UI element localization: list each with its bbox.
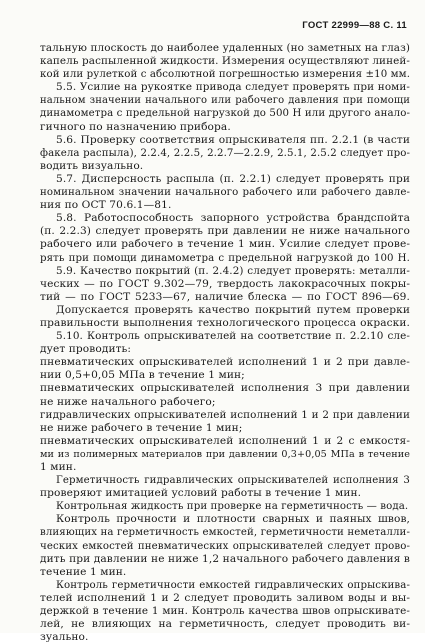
text-line: номинальном значении начального рабочего или рабочего давле- bbox=[40, 187, 410, 199]
text-line: гидравлических опрыскивателей исполнений 1 и 2 при давлении bbox=[40, 408, 410, 421]
text-line: держкой в течение 1 мин. Контроль качества швов опрыскивате- bbox=[40, 605, 410, 618]
text-line: капель распыленной жидкости. Измерения осуществляют линей- bbox=[40, 55, 410, 68]
text-line: нальном значении начального или рабочего давления при помощи bbox=[40, 95, 410, 107]
text-line: не ниже рабочего в течение 1 мин; bbox=[40, 421, 243, 434]
text-line: влияющих на герметичность емкостей, герметичности неметалли- bbox=[40, 527, 410, 539]
text-line: ния по ОСТ 70.6.1—81. bbox=[40, 199, 172, 212]
text-line: Контрольная жидкость при проверке на герметичность — вода. bbox=[56, 501, 409, 513]
text-line: гичного по назначению прибора. bbox=[40, 120, 231, 133]
text-line: Контроль герметичности емкостей гидравлических опрыскива- bbox=[56, 579, 410, 591]
text-line: нии 0,5+0,05 МПа в течение 1 мин; bbox=[40, 369, 245, 382]
text-line: дить при давлении не ниже 1,2 начального рабочего давления в bbox=[40, 552, 410, 565]
text-line: 5.7. Дисперсность распыла (п. 2.2.1) следует проверять при bbox=[56, 172, 410, 185]
text-line: ческих емкостей пневматических опрыскивателей следует прово- bbox=[40, 540, 410, 552]
text-line: пневматических опрыскивателей исполнений 1 и 2 с емкостя- bbox=[40, 434, 410, 447]
text-line: рабочего или рабочего в течение 1 мин. Усилие следует прове- bbox=[40, 238, 410, 251]
text-line: лей, не влияющих на герметичность, следует проводить ви- bbox=[40, 618, 410, 631]
text-line: ми из полимерных материалов при давлении 0,3+0,05 МПа в течение bbox=[40, 448, 410, 460]
text-line: Допускается проверять качество покрытий путем проверки bbox=[56, 303, 410, 316]
text-line: 5.6. Проверку соответствия опрыскивателя пп. 2.2.1 (в части bbox=[56, 133, 410, 146]
text-line: тальную плоскость до наиболее удаленных (но заметных на глаз) bbox=[40, 42, 410, 54]
text-line: факела распыла), 2.2.4, 2.2.5, 2.2.7—2.2.9, 2.5.1, 2.5.2 следует про- bbox=[40, 147, 410, 159]
text-line: Герметичность гидравлических опрыскивателей исполнения 3 bbox=[56, 475, 410, 487]
text-line: проверяют имитацией условий работы в течение 1 мин. bbox=[40, 487, 362, 500]
text-line: динамометра с предельной нагрузкой до 500 Н или другого анало- bbox=[40, 108, 410, 120]
text-line: дует проводить: bbox=[40, 343, 132, 356]
text-line: правильности выполнения технологического процесса окраски. bbox=[40, 316, 410, 329]
text-line: течение 1 мин. bbox=[40, 565, 127, 578]
text-line: тий — по ГОСТ 5233—67, наличие блеска — по ГОСТ 896—69. bbox=[40, 290, 410, 303]
text-line: ческих — по ГОСТ 9.302—79, твердость лакокрасочных покры- bbox=[40, 277, 410, 290]
text-line: пневматических опрыскивателей исполнения 3 при давлении bbox=[40, 382, 410, 395]
text-line: рять при помощи динамометра с предельной нагрузкой до 100 Н. bbox=[40, 252, 410, 264]
text-line: Контроль прочности и плотности сварных и паяных швов, bbox=[56, 513, 410, 526]
text-line: кой или рулеткой с абсолютной погрешностью измерения ±10 мм. bbox=[40, 69, 411, 81]
text-line: 5.10. Контроль опрыскивателей на соответствие п. 2.2.10 сле- bbox=[56, 330, 410, 343]
text-line: не ниже начального рабочего; bbox=[40, 395, 216, 408]
text-line: телей исполнений 1 и 2 следует проводить заливом воды и вы- bbox=[40, 591, 410, 604]
page-header: ГОСТ 22999—88 С. 11 bbox=[302, 20, 407, 31]
text-line: водить визуально. bbox=[40, 159, 144, 172]
text-line: зуально. bbox=[40, 631, 89, 644]
text-line: 5.8. Работоспособность запорного устройства брандспойта bbox=[56, 212, 410, 225]
text-line: (п. 2.2.3) следует проверять при давлении не ниже начального bbox=[40, 225, 410, 238]
text-line: пневматических опрыскивателей исполнений 1 и 2 при давле- bbox=[40, 356, 410, 369]
document-body bbox=[40, 42, 410, 644]
text-line: 5.5. Усилие на рукоятке привода следует проверять при номи- bbox=[56, 81, 410, 94]
text-line: 1 мин. bbox=[40, 461, 77, 473]
text-line: 5.9. Качество покрытий (п. 2.4.2) следует проверять: металли- bbox=[56, 264, 410, 277]
